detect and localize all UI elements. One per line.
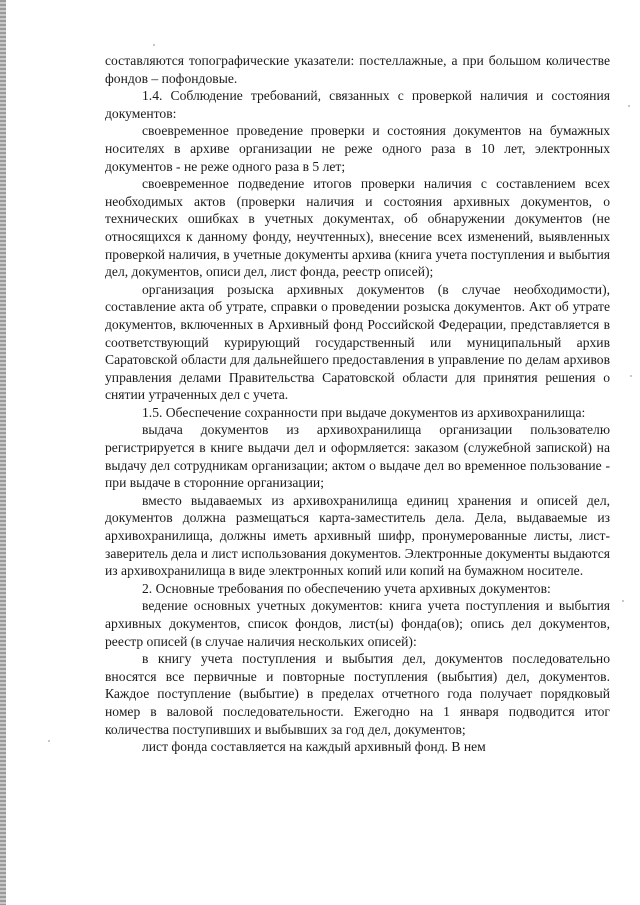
scan-speck (48, 740, 50, 742)
paragraph: ведение основных учетных документов: книга учета поступления и выбытия архивных документов, список фондов, лист(ы) фонда(ов); опись дел документов, реестр описей (в случае наличия нескольких описей): (105, 598, 610, 649)
paragraph: организация розыска архивных документов (в случае необходимости), составление акта об утрате, справки о проведении розыска документов. Акт об утрате документов, включенных в Архивный фонд Российской Федерации, представляется в соответствующий курирующий государственный или муниципальный архив Саратовской области для дальнейшего предоставления в управление по делам архивов управления делами Правительства Саратовской области для принятия решения о снятии утраченных дел с учета. (105, 281, 610, 403)
scan-speck (622, 600, 624, 602)
section-heading: 2. Основные требования по обеспечению учета архивных документов: (142, 580, 551, 596)
scan-speck (630, 375, 632, 377)
paragraph: своевременное подведение итогов проверки наличия с составлением всех необходимых актов (проверки наличия и состояния архивных документов, о технических ошибках в учетных документах, об обнаружении документов (не относящихся к данному фонду, неучтенных), внесение всех изменений, выявленных проверкой наличия, в учетные документы архива (книга учета поступления и выбытия дел, документов, описи дел, лист фонда, реестр описей); (105, 176, 610, 280)
section-heading: 1.5. Обеспечение сохранности при выдаче документов из архивохранилища: (142, 404, 586, 420)
paragraph: в книгу учета поступления и выбытия дел, документов последовательно вносятся все первичные и повторные поступления (выбытия) дел, документов. Каждое поступление (выбытие) в пределах отчетного года получает порядковый номер в валовой последовательности. Ежегодно на 1 января подводится итог количества поступивших и выбывших за год дел, документов; (105, 651, 610, 737)
section-heading: 1.4. Соблюдение требований, связанных с проверкой наличия и состояния документов: (105, 88, 610, 121)
scan-speck (153, 44, 155, 46)
paragraph: вместо выдаваемых из архивохранилища единиц хранения и описей дел, документов должна размещаться карта-заместитель дела. Дела, выдаваемые из архивохранилища, должны иметь архивный шифр, пронумерованные листы, лист-заверитель дела и лист использования документов. Электронные документы выдаются из архивохранилища в виде электронных копий или копий на бумажном носителе. (105, 492, 610, 579)
scan-edge (0, 0, 6, 905)
paragraph: выдача документов из архивохранилища организации пользователю регистрируется в книге выдачи дел и оформляется: заказом (служебной запиской) на выдачу дел сотрудникам организации; актом о выдаче дел во временное пользование - при выдаче в сторонние организации; (105, 422, 610, 491)
scan-speck (628, 105, 630, 107)
paragraph: своевременное проведение проверки и состояния документов на бумажных носителях в архиве организации не реже одного раза в 10 лет, электронных документов - не реже одного раза в 5 лет; (105, 123, 610, 174)
document-body (105, 52, 610, 756)
paragraph: лист фонда составляется на каждый архивный фонд. В нем (142, 739, 486, 755)
paragraph: составляются топографические указатели: постеллажные, а при большом количестве фондов – пофондовые. (105, 53, 610, 86)
